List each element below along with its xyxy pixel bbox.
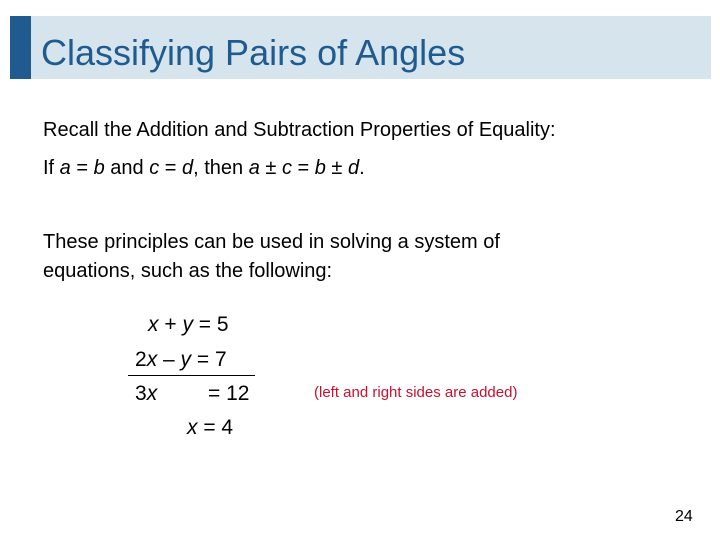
- sum-equation-rhs: = 12: [208, 382, 250, 405]
- var-c: c: [149, 157, 160, 179]
- period: .: [359, 157, 365, 179]
- equation-1: [148, 313, 229, 337]
- plus-minus-sign: ±: [259, 157, 282, 179]
- equation-2: [135, 348, 227, 372]
- var-y: y: [182, 313, 193, 336]
- var-b: b: [314, 157, 326, 179]
- then-word: , then: [193, 157, 249, 179]
- equals-sign: =: [291, 157, 315, 179]
- plus-sign: +: [158, 313, 183, 336]
- var-x: x: [146, 348, 158, 371]
- equation-rhs: = 5: [192, 313, 229, 336]
- principles-line-2: equations, such as the following:: [43, 260, 333, 282]
- var-c: c: [281, 157, 292, 179]
- var-d: d: [347, 157, 360, 179]
- principles-line-1: These principles can be used in solving a system of: [43, 231, 500, 253]
- var-y: y: [180, 348, 192, 371]
- var-a: a: [248, 157, 260, 179]
- var-b: b: [93, 157, 105, 179]
- result-equation: [187, 416, 233, 440]
- title-accent-bar: [10, 16, 31, 79]
- var-a: a: [59, 157, 71, 179]
- slide-title: Classifying Pairs of Angles: [41, 32, 466, 73]
- equation-rhs: = 7: [191, 348, 227, 371]
- equation-rhs: = 4: [197, 416, 234, 439]
- and-word: and: [104, 157, 150, 179]
- recall-text: Recall the Addition and Subtraction Properties of Equality:: [43, 119, 556, 141]
- equals-sign: =: [159, 157, 182, 179]
- coefficient: 3: [135, 382, 147, 405]
- equals-sign: =: [70, 157, 94, 179]
- page-number: 24: [675, 508, 693, 525]
- coefficient: 2: [135, 348, 147, 371]
- var-x: x: [146, 382, 158, 405]
- var-d: d: [182, 157, 194, 179]
- var-x: x: [148, 313, 159, 336]
- property-lead: If: [43, 157, 60, 179]
- title-bar: [10, 16, 711, 79]
- minus-sign: –: [157, 348, 181, 371]
- sum-equation: [135, 382, 157, 406]
- addition-annotation: (left and right sides are added): [314, 384, 518, 401]
- equality-property: [43, 156, 365, 180]
- sum-rule-line: [128, 375, 255, 376]
- var-x: x: [187, 416, 198, 439]
- plus-minus-sign: ±: [325, 157, 348, 179]
